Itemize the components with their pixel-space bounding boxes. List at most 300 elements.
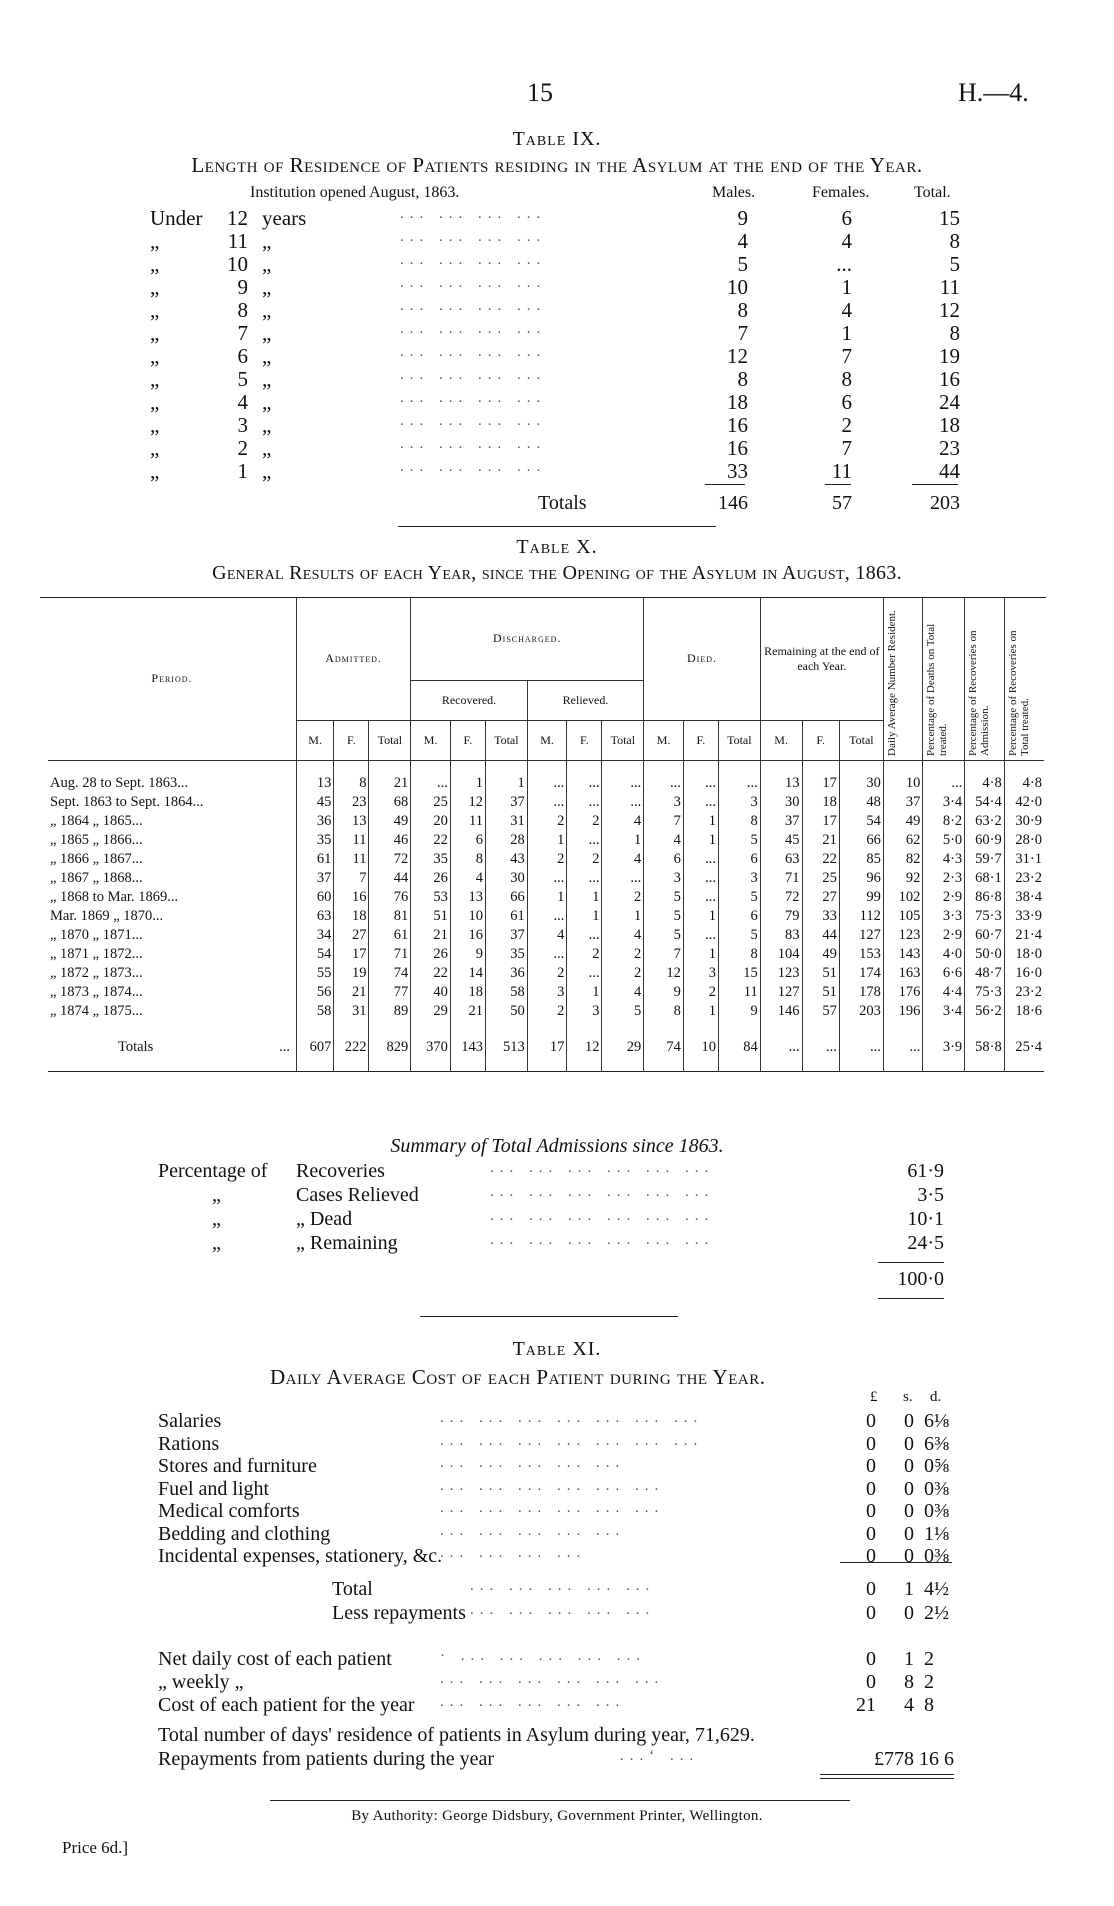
table9-caption: Table IX. [512, 128, 602, 150]
table10-cell: 3 [567, 1002, 602, 1021]
table9-row-dots: ... ... ... ... [400, 298, 547, 314]
table10-cell: 25 [802, 869, 839, 888]
table10-cell: 21·4 [1004, 926, 1044, 945]
table9-row-unit: „ [262, 367, 272, 391]
table11-row-pence: 1⅛ [924, 1522, 949, 1545]
table10-cell: 82 [883, 850, 923, 869]
table10-totals-label: Totals [118, 1038, 154, 1055]
table10-cell: 1 [485, 774, 527, 793]
table10-cell: 2 [527, 850, 567, 869]
table11-row-pounds: 0 [866, 1648, 876, 1670]
table9-row-unit: „ [262, 298, 272, 322]
table10-totals-value: 222 [334, 1033, 369, 1061]
table10-cell: 25 [411, 793, 451, 812]
table10-totals-value: 25·4 [1004, 1033, 1044, 1061]
table10-cell: 18·0 [1004, 945, 1044, 964]
table10-row-period: Mar. 1869 „ 1870... [50, 908, 164, 924]
table10-cell: 66 [839, 831, 883, 850]
table10-cell: 2 [527, 1002, 567, 1021]
table11-row [0, 1410, 1114, 1432]
table9-row [0, 252, 1114, 274]
table9-row-label: „ [150, 436, 160, 460]
table11-row-pounds: 0 [866, 1545, 876, 1567]
table9-row-males: 12 [727, 344, 748, 368]
table10-cell: 46 [369, 831, 411, 850]
table10-cell: 74 [369, 964, 411, 983]
table11-unit-shilling: s. [903, 1389, 913, 1405]
table9-row-females: 6 [841, 206, 852, 230]
table10-body [48, 760, 1044, 1071]
table10-cell: 51 [411, 907, 451, 926]
table11-row-label: Incidental expenses, stationery, &c. [158, 1545, 443, 1567]
table10-cell: ... [527, 774, 567, 793]
table-row [48, 964, 1044, 983]
table10-cell: 4 [450, 869, 485, 888]
summary-title: Summary of Total Admissions since 1863. [390, 1135, 724, 1157]
table11-row-label: Net daily cost of each patient [158, 1648, 392, 1670]
table10-cell: 9 [644, 983, 684, 1002]
table9-row-dots: ... ... ... ... [400, 344, 547, 360]
table11-row-pence: 8 [924, 1694, 934, 1716]
table10-cell: 1 [527, 888, 567, 907]
table10-cell: 49 [369, 812, 411, 831]
table11-row-dots: ... ... ... ... ... ... ... [440, 1410, 704, 1426]
table10-cell: 9 [450, 945, 485, 964]
summary-row-prefix: „ [212, 1232, 221, 1254]
table-row [48, 869, 1044, 888]
table11-row-pence: 0⅜ [924, 1477, 949, 1500]
table10-cell: 2·3 [923, 869, 965, 888]
summary-row-prefix: Percentage of [158, 1160, 268, 1182]
table10-cell: 3 [718, 793, 760, 812]
table9-row [0, 367, 1114, 389]
table10-cell: 19 [334, 964, 369, 983]
table11-row-pounds: 0 [866, 1455, 876, 1477]
table10-cell: 18 [450, 983, 485, 1002]
table10-cell: 2·9 [923, 888, 965, 907]
table9-row-dots: ... ... ... ... [400, 206, 547, 222]
table9-row-females: 4 [841, 298, 852, 322]
table10-cell: 123 [760, 964, 802, 983]
table10-cell: 16 [334, 888, 369, 907]
table10-cell: 11 [450, 812, 485, 831]
table10-cell: 153 [839, 945, 883, 964]
table10-cell: 2 [602, 888, 644, 907]
summary-row-prefix: „ [212, 1208, 221, 1230]
table9-row-dots: ... ... ... ... [400, 459, 547, 475]
table10-cell: 96 [839, 869, 883, 888]
table10-subheader-total: Total [839, 720, 883, 760]
table10-cell: 3·4 [923, 793, 965, 812]
table10-totals-value: 58·8 [965, 1033, 1005, 1061]
table9-row-dots: ... ... ... ... [400, 229, 547, 245]
table-row [48, 812, 1044, 831]
table10-totals-value: ... [802, 1033, 839, 1061]
summary-row [0, 1208, 1114, 1230]
table11-row-shillings: 8 [904, 1671, 914, 1693]
table11-row-label: Stores and furniture [158, 1455, 317, 1477]
table10-cell: 5 [718, 926, 760, 945]
table10-subheader-m: M. [760, 720, 802, 760]
table9-row [0, 229, 1114, 251]
table11-row-pounds: 0 [866, 1671, 876, 1693]
summary-row-prefix: „ [212, 1184, 221, 1206]
table9-row-years: 5 [237, 367, 248, 391]
table9-row-label: „ [150, 229, 160, 253]
table10-cell: 23·2 [1004, 869, 1044, 888]
table9-row-total: 5 [949, 252, 960, 276]
table10-cell: 1 [683, 907, 718, 926]
table10-cell: 6 [450, 831, 485, 850]
footer-price: Price 6d.] [62, 1838, 129, 1857]
table10-cell: 12 [450, 793, 485, 812]
table9-sum-rule-m [705, 484, 745, 485]
table10-header-discharged: Discharged. [411, 598, 644, 680]
table10-cell: 31 [485, 812, 527, 831]
table10-cell: 30 [485, 869, 527, 888]
table10-cell: 4 [602, 812, 644, 831]
table10-totals-value: 84 [718, 1033, 760, 1061]
table10-subheader-m: M. [527, 720, 567, 760]
table10-cell: 22 [802, 850, 839, 869]
table10-cell: 36 [296, 812, 333, 831]
table10-cell: 72 [369, 850, 411, 869]
table9-row-unit: „ [262, 275, 272, 299]
table10-cell: 4·3 [923, 850, 965, 869]
table10-cell: 56 [296, 983, 333, 1002]
table10-cell: 28·0 [1004, 831, 1044, 850]
table10-cell: 72 [760, 888, 802, 907]
table9-totals-total: 203 [930, 492, 960, 514]
table9-row-years: 4 [237, 390, 248, 414]
table10-cell: 3 [527, 983, 567, 1002]
table10-header-pct-deaths: Percentage of Deaths on Total treated. [925, 623, 950, 756]
table10-cell: 178 [839, 983, 883, 1002]
table10-cell: 54·4 [965, 793, 1005, 812]
table9-row-females: 1 [841, 275, 852, 299]
table10-totals-value: 29 [602, 1033, 644, 1061]
table10-cell: 203 [839, 1002, 883, 1021]
table9-row-label: „ [150, 344, 160, 368]
table10-header-admitted: Admitted. [296, 598, 410, 720]
table9-row-label: „ [150, 459, 160, 483]
table10-cell: 127 [839, 926, 883, 945]
table10-cell: 7 [644, 945, 684, 964]
table10-cell: 50·0 [965, 945, 1005, 964]
table10-cell: 23·2 [1004, 983, 1044, 1002]
table9-row-males: 10 [727, 275, 748, 299]
table11-row-shillings: 0 [904, 1602, 914, 1624]
table11-caption: Table XI. [512, 1338, 602, 1360]
table-row [48, 945, 1044, 964]
table10-cell: 43 [485, 850, 527, 869]
table10-cell: 30 [839, 774, 883, 793]
table9-row-females: 6 [841, 390, 852, 414]
table9-row-males: 16 [727, 436, 748, 460]
table9-row [0, 459, 1114, 481]
table10-cell: 10 [450, 907, 485, 926]
table11-row-pounds: 21 [856, 1694, 876, 1716]
table10-cell: 8 [718, 812, 760, 831]
table11-row-pence: 6⅜ [924, 1432, 949, 1455]
table10-row-period: „ 1873 „ 1874... [50, 984, 143, 1000]
table10-cell: 33·9 [1004, 907, 1044, 926]
table11-row-dots: ... ... ... ... ... [440, 1522, 626, 1539]
table10-header-died: Died. [644, 598, 761, 720]
table10-cell: 40 [411, 983, 451, 1002]
table10-cell: 4 [644, 831, 684, 850]
table10-cell: 75·3 [965, 983, 1005, 1002]
table11-row [0, 1545, 1114, 1567]
table10-cell: 21 [334, 983, 369, 1002]
table10-row-period: „ 1865 „ 1866... [50, 832, 143, 848]
table10-cell: ... [683, 774, 718, 793]
table10-cell: ... [923, 774, 965, 793]
table9-row-females: 1 [841, 321, 852, 345]
table9-row-label: „ [150, 321, 160, 345]
table10-totals-cell [48, 1033, 296, 1061]
table9-row-dots: ... ... ... ... [400, 413, 547, 429]
table10-cell: 6 [718, 907, 760, 926]
table10-cell: 5·0 [923, 831, 965, 850]
table10-subheader-total: Total [485, 720, 527, 760]
table11-row-label: Fuel and light [158, 1477, 270, 1500]
table10-cell: 68·1 [965, 869, 1005, 888]
table10-cell: 8 [450, 850, 485, 869]
table10-cell: 112 [839, 907, 883, 926]
table10-cell: 60·9 [965, 831, 1005, 850]
table11-title: Daily Average Cost of each Patient during the Year. [270, 1365, 766, 1389]
table10-cell: 1 [602, 907, 644, 926]
table10-cell: ... [602, 774, 644, 793]
table10-subheader-m: M. [411, 720, 451, 760]
table10-cell: 2 [602, 945, 644, 964]
table10-cell: 33 [802, 907, 839, 926]
table9-row-females: 7 [841, 436, 852, 460]
table10-cell: 23 [334, 793, 369, 812]
table11-row-shillings: 0 [904, 1477, 914, 1500]
table10-cell: 3 [683, 964, 718, 983]
table9-row-years: 6 [237, 344, 248, 368]
table9-row-males: 7 [737, 321, 748, 345]
table10-subheader-m: M. [644, 720, 684, 760]
table10-cell: 11 [718, 983, 760, 1002]
table11-repayments-row [0, 1748, 1114, 1770]
table10-header-period: Period. [151, 671, 193, 686]
table10-cell: 1 [683, 831, 718, 850]
table10-cell: 54 [296, 945, 333, 964]
table9-row-total: 23 [939, 436, 960, 460]
summary-bottom-rule [878, 1298, 944, 1299]
table10-cell: ... [602, 869, 644, 888]
table10-cell: ... [527, 945, 567, 964]
summary-row-value: 10·1 [907, 1208, 944, 1230]
table10-cell: 5 [718, 831, 760, 850]
table10-cell: 81 [369, 907, 411, 926]
table9-row-label: „ [150, 413, 160, 437]
table10-cell: 104 [760, 945, 802, 964]
table10-cell: 92 [883, 869, 923, 888]
summary-sum-rule [878, 1262, 944, 1263]
table10-cell: 86·8 [965, 888, 1005, 907]
table9-totals-label: Totals [538, 492, 587, 514]
table11-row-shillings: 0 [904, 1500, 914, 1522]
table9-totals-males: 146 [718, 492, 748, 514]
table10-cell: 3 [718, 869, 760, 888]
table11-row-shillings: 0 [904, 1410, 914, 1432]
table10-cell: 6·6 [923, 964, 965, 983]
table9-row-years: 10 [227, 252, 248, 276]
table10-caption: Table X. [516, 536, 598, 558]
table10-cell: 2 [567, 850, 602, 869]
table10-row-period: „ 1867 „ 1868... [50, 870, 143, 886]
table10-cell: ... [683, 869, 718, 888]
table10-totals-value: ... [760, 1033, 802, 1061]
table10-cell: 63 [296, 907, 333, 926]
table9-row-males: 18 [727, 390, 748, 414]
table10-cell: 5 [644, 926, 684, 945]
table10-cell: 68 [369, 793, 411, 812]
table10-cell: 44 [369, 869, 411, 888]
table10-totals-value: 513 [485, 1033, 527, 1061]
table10-subheader-m: M. [296, 720, 333, 760]
table10-cell: 30·9 [1004, 812, 1044, 831]
summary-row-label: „ Dead [296, 1208, 353, 1230]
table10-cell: 9 [718, 1002, 760, 1021]
table11-row-label: Cost of each patient for the year [158, 1694, 415, 1716]
table10-cell: 27 [802, 888, 839, 907]
table10-cell: 62 [883, 831, 923, 850]
table11-row-shillings: 1 [904, 1578, 914, 1600]
table10-cell: 28 [485, 831, 527, 850]
summary-row-dots: ... ... ... ... ... ... [490, 1232, 715, 1248]
table9-row-label: „ [150, 275, 160, 299]
table10-cell: 3·4 [923, 1002, 965, 1021]
table10-cell: 1 [450, 774, 485, 793]
table11-row-dots: ... ... ... ... ... ... [440, 1477, 665, 1494]
table10-cell: 8 [718, 945, 760, 964]
table-row [48, 926, 1044, 945]
table9-row-years: 11 [227, 229, 248, 253]
table11-row-pounds: 0 [866, 1410, 876, 1432]
table10-cell: 1 [567, 907, 602, 926]
table11-row-pounds: 0 [866, 1500, 876, 1522]
table10-cell: ... [718, 774, 760, 793]
table10-cell: 2·9 [923, 926, 965, 945]
table9-row-males: 4 [737, 229, 748, 253]
table11-row-pounds: 0 [866, 1432, 876, 1455]
table9-row-total: 44 [939, 459, 960, 483]
summary-row-label: Recoveries [296, 1160, 385, 1182]
table11-row-pounds: 0 [866, 1522, 876, 1545]
table11-row-label: Salaries [158, 1410, 222, 1432]
table11-row-pence: 2½ [924, 1602, 949, 1624]
table9-row-years: 2 [237, 436, 248, 460]
table10-cell: 14 [450, 964, 485, 983]
table10-cell: 5 [718, 888, 760, 907]
table10-row-period: Aug. 28 to Sept. 1863... [50, 775, 189, 791]
table10-header-recovered: Recovered. [411, 680, 528, 720]
table9-row-total: 15 [939, 206, 960, 230]
table11-repay-rule-2 [820, 1778, 954, 1779]
table10-cell: 49 [802, 945, 839, 964]
section-divider [398, 526, 716, 527]
table10-cell: 1 [567, 983, 602, 1002]
table9-row-females: ... [836, 252, 852, 276]
table10-cell: 89 [369, 1002, 411, 1021]
table9-row-total: 12 [939, 298, 960, 322]
table10-cell: 3 [644, 869, 684, 888]
table9-row-dots: ... ... ... ... [400, 390, 547, 406]
table9-row [0, 206, 1114, 228]
table11-row-label: Medical comforts [158, 1500, 300, 1522]
table11-row-pence: 2 [924, 1671, 934, 1693]
table10-cell: 2 [567, 945, 602, 964]
table10-cell: 146 [760, 1002, 802, 1021]
table11-row [0, 1433, 1114, 1455]
table11-row-shillings: 0 [904, 1432, 914, 1455]
table10-cell: 1 [567, 888, 602, 907]
table10-cell: 37 [883, 793, 923, 812]
table10-cell: 8 [644, 1002, 684, 1021]
table10-cell: ... [527, 793, 567, 812]
table10-totals-dots: ... [279, 1038, 290, 1055]
table9-row-unit: „ [262, 390, 272, 414]
table11-row [0, 1523, 1114, 1545]
table10-cell: ... [527, 869, 567, 888]
table10-cell: 48 [839, 793, 883, 812]
section-divider-2 [420, 1316, 678, 1317]
table10-cell: 85 [839, 850, 883, 869]
table9-row-females: 8 [841, 367, 852, 391]
table10-subheader-f: F. [802, 720, 839, 760]
table10 [48, 598, 1044, 1072]
table10-cell: ... [567, 793, 602, 812]
table10-cell: 6 [718, 850, 760, 869]
table11-row-shillings: 0 [904, 1545, 914, 1567]
table9-row-females: 7 [841, 344, 852, 368]
table11-row [0, 1455, 1114, 1477]
table10-cell: 37 [485, 926, 527, 945]
table10-totals-value: 607 [296, 1033, 333, 1061]
table10-cell: 105 [883, 907, 923, 926]
table10-header-remaining: Remaining at the end of each Year. [760, 598, 883, 720]
table9-row-males: 9 [737, 206, 748, 230]
table10-cell: 61 [485, 907, 527, 926]
table9-row-label: „ [150, 390, 160, 414]
table9-row-males: 16 [727, 413, 748, 437]
table9-title: Length of Residence of Patients residing in the Asylum at the end of the Year. [191, 153, 923, 177]
table10-cell: 63·2 [965, 812, 1005, 831]
table11-row-pence: 2 [924, 1648, 934, 1670]
table11-row-pence: 0⅜ [924, 1545, 949, 1567]
table9-row-years: 12 [227, 206, 248, 230]
table11-unit-pound: £ [870, 1389, 878, 1405]
table10-cell: 38·4 [1004, 888, 1044, 907]
table11-row-label: „ weekly „ [158, 1671, 244, 1693]
table10-row-period: „ 1872 „ 1873... [50, 965, 143, 981]
table10-cell: ... [683, 888, 718, 907]
table10-row-period: Sept. 1863 to Sept. 1864... [50, 794, 204, 810]
table10-cell: 1 [683, 945, 718, 964]
table11-row-shillings: 0 [904, 1522, 914, 1545]
table10-cell: 63 [760, 850, 802, 869]
table10-cell: 45 [760, 831, 802, 850]
table10-cell: 77 [369, 983, 411, 1002]
table10-cell: 11 [334, 831, 369, 850]
table10-cell: 26 [411, 945, 451, 964]
table11-row-label: Less repayments [332, 1602, 466, 1624]
